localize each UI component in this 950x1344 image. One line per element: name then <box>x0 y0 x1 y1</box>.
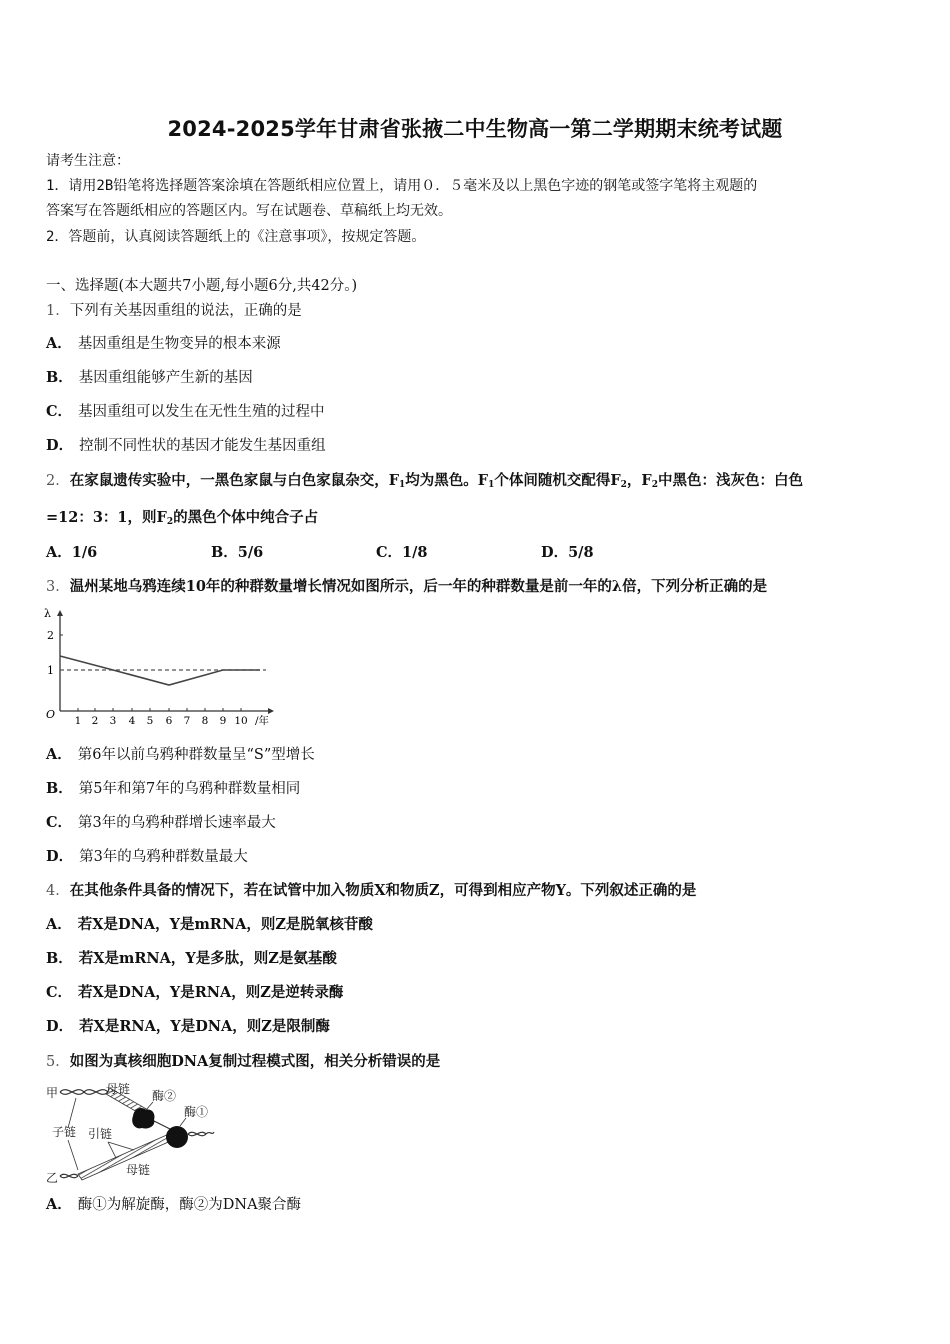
label-primer: 引链 <box>88 1127 113 1141</box>
svg-text:4: 4 <box>128 715 136 727</box>
q3-option-c[interactable]: C． 第3年的乌鸦种群增长速率最大 <box>46 814 276 831</box>
question-number: 1． <box>46 303 70 319</box>
q5-option-a[interactable]: A． 酶①为解旋酶，酶②为DNA聚合酶 <box>46 1196 302 1213</box>
svg-text:2: 2 <box>47 629 54 642</box>
q2-options <box>46 544 706 562</box>
q4-option-a[interactable]: A． 若X是DNA，Y是mRNA，则Z是脱氧核苷酸 <box>46 916 373 933</box>
q2-option-d[interactable]: D．5/8 <box>541 544 594 561</box>
label-jia: 甲 <box>46 1086 59 1100</box>
notice-heading: 请考生注意： <box>46 153 130 169</box>
question-stem: 下列有关基因重组的说法，正确的是 <box>69 303 302 319</box>
svg-text:6: 6 <box>165 715 173 727</box>
lambda-line-chart <box>38 606 278 728</box>
svg-text:2: 2 <box>91 715 99 727</box>
svg-text:1: 1 <box>74 715 82 727</box>
q1-option-a[interactable]: A． 基因重组是生物变异的根本来源 <box>46 335 281 352</box>
svg-text:9: 9 <box>219 715 227 727</box>
svg-text:8: 8 <box>201 715 209 727</box>
question-2: 2．在家鼠遗传实验中，一黑色家鼠与白色家鼠杂交，$F_1$均为黑色。$F_1$个体间随机交配得$F_2$，$F_2$中黑色：浅灰色：白色 <box>46 472 803 490</box>
q4-option-d[interactable]: D． 若X是RNA，Y是DNA，则Z是限制酶 <box>46 1018 330 1035</box>
dna-replication-diagram <box>38 1078 238 1186</box>
notice-item-1: 1．请用2B铅笔将选择题答案涂填在答题纸相应位置上，请用０．５毫米及以上黑色字迹的钢笔或签字笔将主观题的 <box>46 178 758 194</box>
question-3: 3．温州某地乌鸦连续10年的种群数量增长情况如图所示，后一年的种群数量是前一年的λ倍，下列分析正确的是 <box>46 578 768 595</box>
svg-text:3: 3 <box>109 715 117 727</box>
q3-option-a[interactable]: A． 第6年以前乌鸦种群数量呈“S”型增长 <box>46 746 315 763</box>
page-title: 2024-2025学年甘肃省张掖二中生物高一第二学期期末统考试题 <box>167 117 783 141</box>
q2-option-c[interactable]: C．1/8 <box>376 544 428 561</box>
question-1 <box>46 302 302 320</box>
x-axis-unit: /年 <box>254 715 270 727</box>
label-mother-strand-bottom: 母链 <box>126 1163 151 1177</box>
svg-text:10: 10 <box>234 715 248 727</box>
section-heading: 一、选择题(本大题共7小题,每小题6分,共42分。) <box>46 278 358 294</box>
q4-option-b[interactable]: B． 若X是mRNA，Y是多肽，则Z是氨基酸 <box>46 950 337 967</box>
q1-option-b[interactable]: B． 基因重组能够产生新的基因 <box>46 369 253 386</box>
origin-label: O <box>46 708 56 721</box>
label-enzyme-2: 酶② <box>152 1089 177 1103</box>
q1-option-d[interactable]: D． 控制不同性状的基因才能发生基因重组 <box>46 437 326 454</box>
label-mother-strand-top: 母链 <box>106 1082 131 1096</box>
question-4: 4．在其他条件具备的情况下，若在试管中加入物质X和物质Z，可得到相应产物Y。下列叙述正确的是 <box>46 882 697 899</box>
q3-option-d[interactable]: D． 第3年的乌鸦种群数量最大 <box>46 848 248 865</box>
q1-option-c[interactable]: C． 基因重组可以发生在无性生殖的过程中 <box>46 403 325 420</box>
q2-option-a[interactable]: A．1/6 <box>46 544 98 561</box>
question-2-cont: =12：3：1，则$F_2$的黑色个体中纯合子占 <box>46 509 319 527</box>
question-5: 5．如图为真核细胞DNA复制过程模式图，相关分析错误的是 <box>46 1053 441 1070</box>
notice-item-2: 2．答题前，认真阅读答题纸上的《注意事项》，按规定答题。 <box>46 229 426 245</box>
svg-text:5: 5 <box>146 715 154 727</box>
label-yi: 乙 <box>46 1171 59 1185</box>
y-axis-label: λ <box>44 607 51 620</box>
q2-option-b[interactable]: B．5/6 <box>211 544 264 561</box>
q4-option-c[interactable]: C． 若X是DNA，Y是RNA，则Z是逆转录酶 <box>46 984 344 1001</box>
label-enzyme-1: 酶① <box>184 1105 209 1119</box>
svg-text:7: 7 <box>183 715 191 727</box>
q3-option-b[interactable]: B． 第5年和第7年的乌鸦种群数量相同 <box>46 780 301 797</box>
svg-text:1: 1 <box>47 664 54 677</box>
notice-item-1-cont: 答案写在答题纸相应的答题区内。写在试题卷、草稿纸上均无效。 <box>46 203 452 219</box>
label-daughter-strand: 子链 <box>52 1125 77 1139</box>
